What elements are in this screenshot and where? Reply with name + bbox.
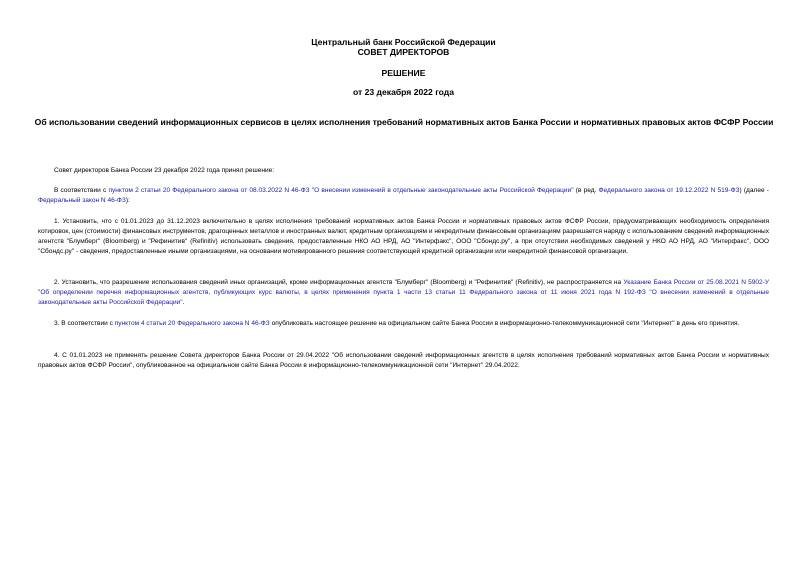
- preamble-text-4: ):: [125, 197, 130, 205]
- document-type: РЕШЕНИЕ: [381, 68, 426, 78]
- preamble-text-3: ) (далее -: [739, 187, 769, 194]
- law-46fz-article20-p2-link[interactable]: пунктом 2 статьи 20 Федерального закона от 08.03.2022 N 46-ФЗ "О внесении изменений в отдельные законодательные акты Российской Федерации": [108, 187, 574, 194]
- intro-text: Совет директоров Банка России 23 декабря 2022 года принял решение:: [54, 167, 275, 174]
- paragraph-3: [38, 319, 769, 329]
- document-title: Об использовании сведений информационных сервисов в целях исполнения требований нормативных актов Банка России и нормативных правовых актов ФСФР России: [34, 117, 774, 127]
- paragraph-1: [38, 217, 769, 257]
- paragraph-3-text-2: опубликовать настоящее решение на официальном сайте Банка России в информационно-телекоммуникационной сети "Интернет" в день его принятия.: [269, 320, 740, 327]
- board-name: СОВЕТ ДИРЕКТОРОВ: [357, 47, 450, 57]
- paragraph-2: [38, 278, 769, 308]
- preamble-text-2: (в ред.: [573, 187, 599, 194]
- law-46fz-link[interactable]: Федеральный закон N 46-ФЗ: [38, 197, 126, 205]
- paragraph-3-text-1: 3. В соответствии с: [54, 320, 115, 327]
- intro-paragraph: [38, 166, 769, 176]
- document-date: от 23 декабря 2022 года: [352, 87, 455, 97]
- paragraph-4-text: 4. С 01.01.2023 не применять решение Совета директоров Банка России от 29.04.2022 "Об использовании сведений информационных агентств в целях исполнения требований нормативных актов Банка России и нормативных правовых актов ФСФР России", опубликованное на официальном сайте Банка России в информационно-телекоммуникационной сети "Интернет" 29.04.2022.: [38, 352, 769, 370]
- paragraph-2-text-2: .: [182, 299, 185, 307]
- organization-name: Центральный банк Российской Федерации: [311, 37, 496, 47]
- preamble-paragraph: [38, 186, 769, 206]
- law-519fz-link[interactable]: Федерального закона от 19.12.2022 N 519-ФЗ: [598, 187, 740, 194]
- paragraph-4: [38, 351, 769, 371]
- paragraph-1-text: 1. Установить, что с 01.01.2023 до 31.12.2023 включительно в целях исполнения требований нормативных актов Банка России и нормативных правовых актов ФСФР России, предусматривающих необходимость определения котировок, цен (стоимости) финансовых инструментов, драгоценных металлов и иностранных валют, кредитным организациям и некредитным финансовым организациям разрешается наряду с использованием сведений информационных агентств "Блумберг" (Bloomberg) и "Рефинитив" (Refinitiv) использовать сведения, предоставленные НКО АО НРД, АО "Интерфакс", ООО "Сбондс.ру", а при отсутствии необходимых сведений у НКО АО НРД, АО "Интерфакс", ООО "Сбондс.ру" - сведения, предоставленные иными организациями, на основании мотивированного решения соответствующей кредитной организации или некредитной финансовой организации.: [38, 218, 769, 256]
- preamble-text-1: В соответствии с: [54, 187, 109, 194]
- bank-russia-directive-5902u-link[interactable]: Указание Банка России от 25.08.2021 N 5902-У "Об определении перечня информационных агентств, публикующих курс валюты, в целях применения пункта 1 части 13 статьи 11 Федерального закона от 11 июня 2021 года N 192-ФЗ "О внесении изменений в отдельные законодательные акты Российской Федерации": [38, 279, 769, 307]
- paragraph-2-text-1: 2. Установить, что разрешение использования сведений иных организаций, кроме информационных агентств "Блумберг" (Bloomberg) и "Рефинитив" (Refinitiv), не распространяется на: [54, 279, 624, 286]
- law-46fz-article20-p4-link[interactable]: пунктом 4 статьи 20 Федерального закона N 46-ФЗ: [114, 320, 270, 327]
